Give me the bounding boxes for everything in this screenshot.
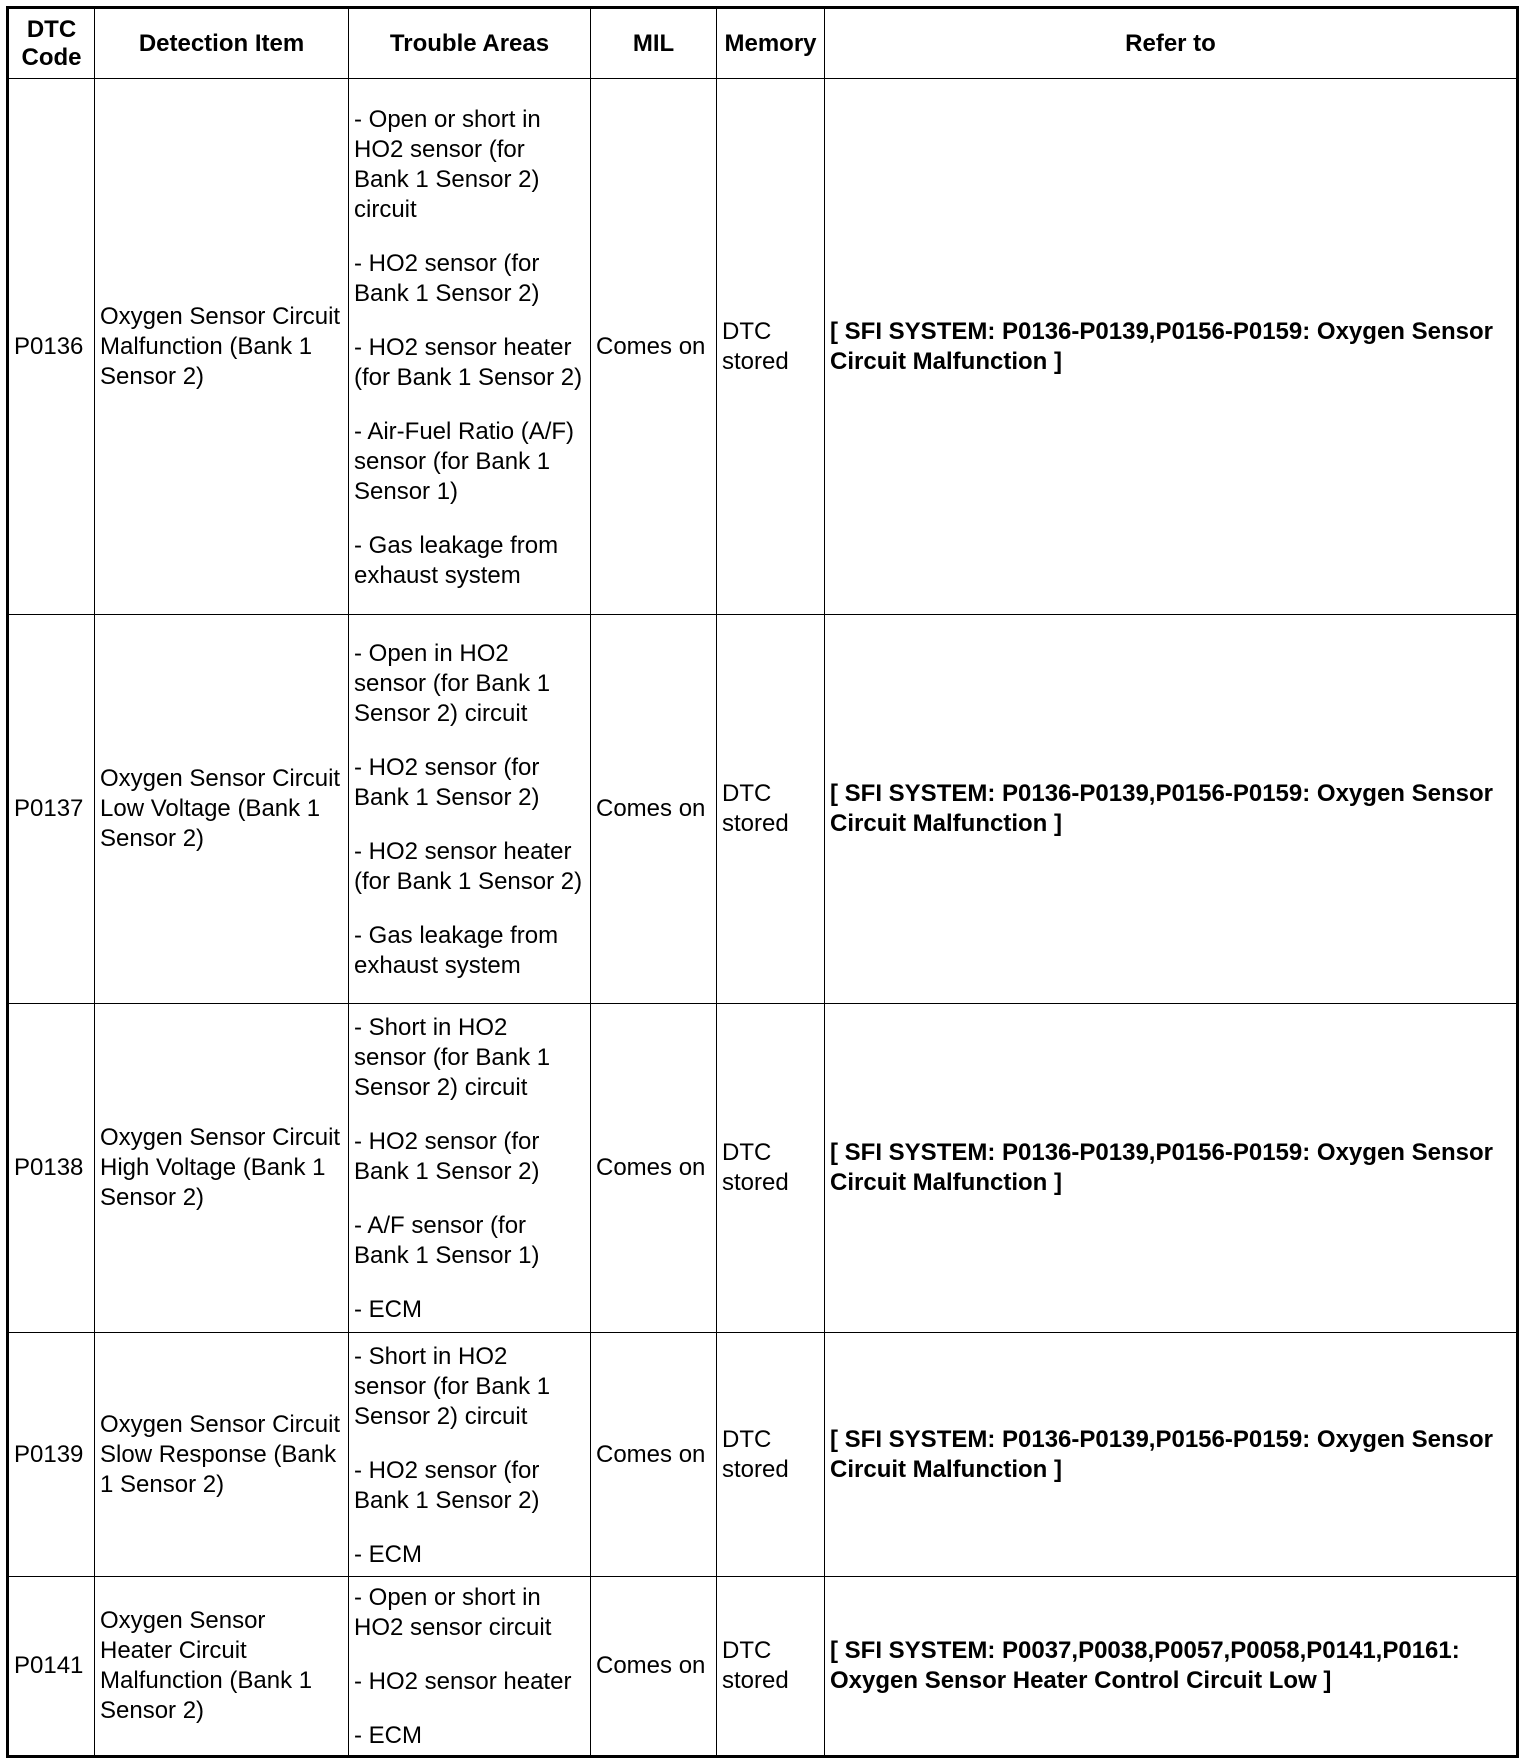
refer-to-link[interactable]: [ SFI SYSTEM: P0136-P0139,P0156-P0159: Oxygen Sensor Circuit Malfunction ] [825,79,1518,615]
trouble-area-item: - Open or short in HO2 sensor circuit [354,1584,552,1641]
trouble-areas-cell [349,615,591,1004]
refer-to-link[interactable]: [ SFI SYSTEM: P0136-P0139,P0156-P0159: Oxygen Sensor Circuit Malfunction ] [825,615,1518,1004]
header-refer-to: Refer to [825,8,1518,79]
dtc-code-cell: P0141 [8,1577,95,1757]
header-mil: MIL [591,8,717,79]
trouble-area-item: - HO2 sensor (for Bank 1 Sensor 2) [354,249,540,307]
detection-item-cell: Oxygen Sensor Circuit Malfunction (Bank 1 Sensor 2) [95,79,349,615]
dtc-code-cell: P0137 [8,615,95,1004]
header-trouble-areas: Trouble Areas [349,8,591,79]
header-row [8,8,1518,79]
detection-item-cell: Oxygen Sensor Circuit High Voltage (Bank 1 Sensor 2) [95,1004,349,1333]
table-row [8,79,1518,615]
mil-cell: Comes on [591,79,717,615]
trouble-area-item: - Short in HO2 sensor (for Bank 1 Sensor 2) circuit [354,1342,551,1430]
header-memory: Memory [717,8,825,79]
table-row [8,1004,1518,1333]
header-dtc-code: DTC Code [8,8,95,79]
trouble-area-item: - Gas leakage from exhaust system [354,922,559,979]
trouble-area-item: - A/F sensor (for Bank 1 Sensor 1) [354,1212,540,1269]
detection-item-cell: Oxygen Sensor Circuit Slow Response (Bank 1 Sensor 2) [95,1333,349,1577]
table-row [8,615,1518,1004]
trouble-area-item: - ECM [354,1296,422,1323]
trouble-areas-cell [349,79,591,615]
refer-to-link[interactable]: [ SFI SYSTEM: P0136-P0139,P0156-P0159: Oxygen Sensor Circuit Malfunction ] [825,1333,1518,1577]
mil-cell: Comes on [591,1577,717,1757]
trouble-area-item: - ECM [354,1540,422,1568]
dtc-table [6,6,1519,1758]
memory-cell: DTC stored [717,615,825,1004]
trouble-area-item: - HO2 sensor heater [354,1668,572,1695]
dtc-code-cell: P0138 [8,1004,95,1333]
memory-cell: DTC stored [717,1004,825,1333]
trouble-area-item: - Short in HO2 sensor (for Bank 1 Sensor 2) circuit [354,1014,551,1101]
trouble-area-item: - Air-Fuel Ratio (A/F) sensor (for Bank 1 Sensor 1) [354,417,575,505]
trouble-area-item: - Gas leakage from exhaust system [354,531,559,589]
mil-cell: Comes on [591,615,717,1004]
header-detection-item: Detection Item [95,8,349,79]
trouble-area-item: - HO2 sensor heater (for Bank 1 Sensor 2) [354,333,583,391]
detection-item-cell: Oxygen Sensor Heater Circuit Malfunction (Bank 1 Sensor 2) [95,1577,349,1757]
table-row [8,1333,1518,1577]
memory-cell: DTC stored [717,1577,825,1757]
dtc-code-cell: P0139 [8,1333,95,1577]
table-row [8,1577,1518,1757]
trouble-area-item: - ECM [354,1722,422,1749]
trouble-area-item: - HO2 sensor (for Bank 1 Sensor 2) [354,754,540,811]
trouble-area-item: - HO2 sensor (for Bank 1 Sensor 2) [354,1456,540,1514]
trouble-areas-cell [349,1004,591,1333]
trouble-areas-cell [349,1577,591,1757]
refer-to-link[interactable]: [ SFI SYSTEM: P0037,P0038,P0057,P0058,P0141,P0161: Oxygen Sensor Heater Control Circuit Low ] [825,1577,1518,1757]
trouble-area-item: - HO2 sensor heater (for Bank 1 Sensor 2) [354,838,583,895]
trouble-areas-cell [349,1333,591,1577]
memory-cell: DTC stored [717,1333,825,1577]
detection-item-cell: Oxygen Sensor Circuit Low Voltage (Bank 1 Sensor 2) [95,615,349,1004]
trouble-area-item: - Open in HO2 sensor (for Bank 1 Sensor 2) circuit [354,640,551,727]
dtc-code-cell: P0136 [8,79,95,615]
refer-to-link[interactable]: [ SFI SYSTEM: P0136-P0139,P0156-P0159: Oxygen Sensor Circuit Malfunction ] [825,1004,1518,1333]
trouble-area-item: - Open or short in HO2 sensor (for Bank 1 Sensor 2) circuit [354,105,541,223]
trouble-area-item: - HO2 sensor (for Bank 1 Sensor 2) [354,1128,540,1185]
mil-cell: Comes on [591,1004,717,1333]
memory-cell: DTC stored [717,79,825,615]
mil-cell: Comes on [591,1333,717,1577]
